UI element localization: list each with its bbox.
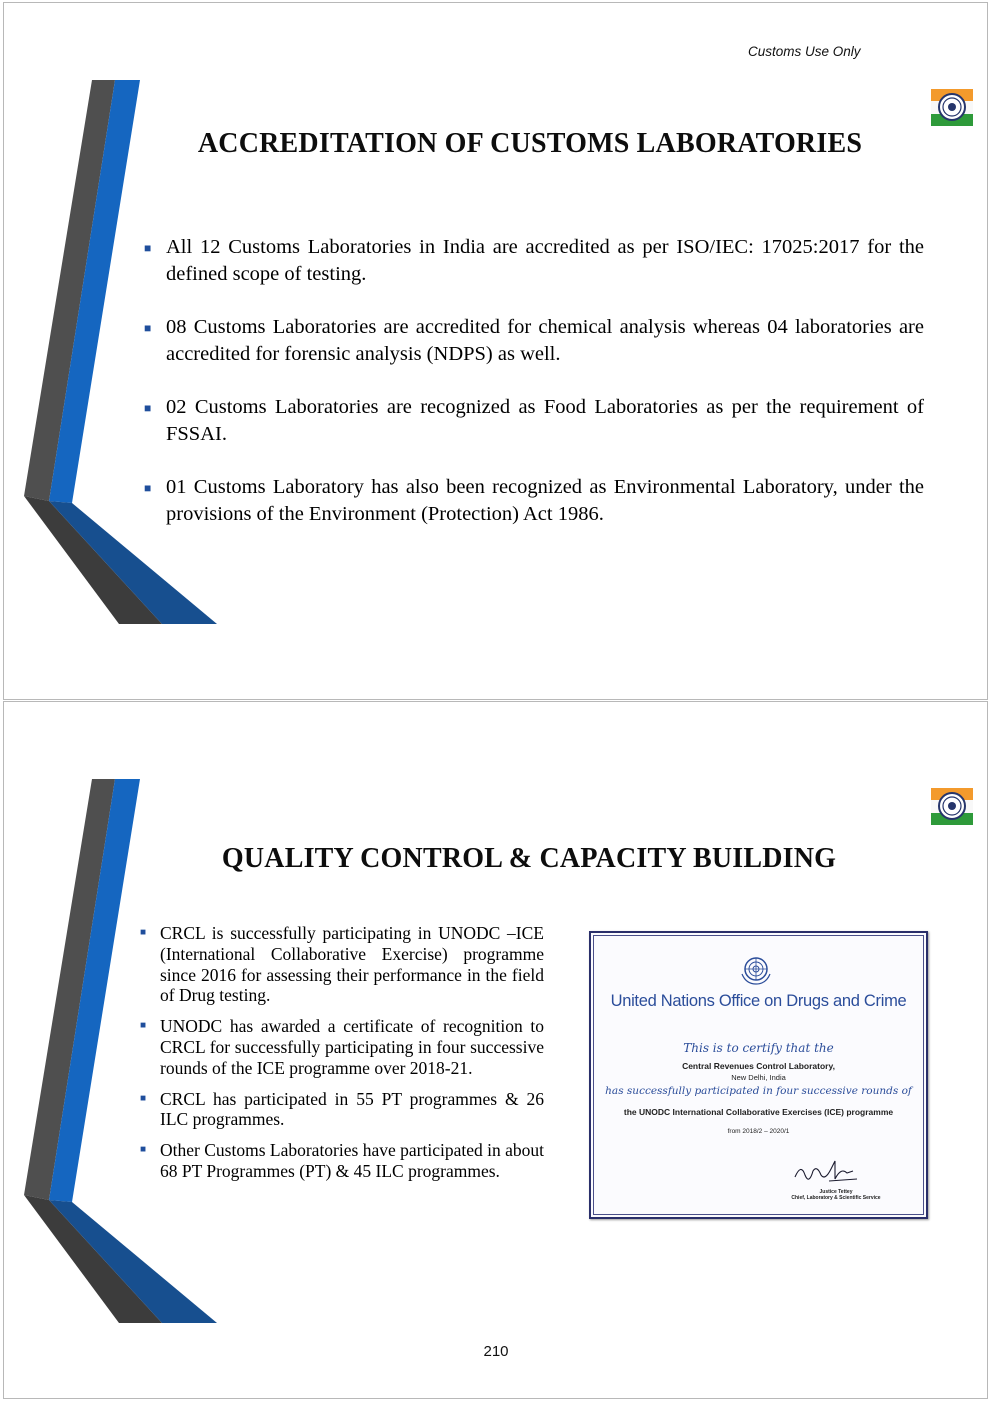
bullet-text: CRCL is successfully participating in UNODC –ICE (International Collaborative Exercise) programme since 2016 for assessing their performance in the field of Drug testing. [160,923,544,1006]
bullet-square-icon: ■ [144,481,152,495]
bullet-text: All 12 Customs Laboratories in India are accredited as per ISO/IEC: 17025:2017 for the defined scope of testing. [166,236,924,285]
list-item [144,474,924,527]
list-item [144,314,924,367]
customs-use-only-label: Customs Use Only [748,44,861,59]
accreditation-bullet-list [144,234,924,554]
un-emblem-icon [738,954,774,987]
list-item [140,1088,544,1131]
signatory-name: Justice Tettey [819,1189,853,1195]
bullet-square-icon: ■ [140,1020,147,1032]
bullet-square-icon: ■ [144,241,152,255]
bullet-text: 08 Customs Laboratories are accredited for chemical analysis whereas 04 laboratories are accredited for forensic analysis (NDPS) as well. [166,316,924,365]
unodc-certificate-image [589,931,928,1219]
certificate-organization: United Nations Office on Drugs and Crime [610,992,907,1010]
certificate-recipient-city: New Delhi, India [731,1073,786,1082]
slide-accreditation [3,2,988,700]
list-item [144,234,924,287]
page-number: 210 [483,1343,509,1360]
bullet-square-icon: ■ [144,321,152,335]
bullet-square-icon: ■ [140,1144,147,1156]
certificate-participation-line: has successfully participated in four successive rounds of [605,1085,912,1097]
india-customs-emblem-icon [929,86,975,130]
certificate-period: from 2018/2 – 2020/1 [727,1128,790,1135]
bullet-text: UNODC has awarded a certificate of recognition to CRCL for successfully participating in four successive rounds of the ICE programme over 2018-21. [160,1016,544,1078]
certificate-certify-line: This is to certify that the [683,1041,834,1055]
signature-icon [791,1159,861,1185]
bullet-text: Other Customs Laboratories have participated in about 68 PT Programmes (PT) & 45 ILC programmes. [160,1140,544,1181]
india-customs-emblem-icon [929,785,975,829]
list-item [140,1140,544,1182]
bullet-square-icon: ■ [140,1092,147,1104]
bullet-text: 02 Customs Laboratories are recognized as Food Laboratories as per the requirement of FSSAI. [166,396,924,445]
certificate-recipient: Central Revenues Control Laboratory, [682,1061,835,1071]
bullet-square-icon: ■ [140,927,147,938]
list-item [144,394,924,447]
signatory-title: Chief, Laboratory & Scientific Service [791,1195,881,1201]
bullet-text: CRCL has participated in 55 PT programmes & 26 ILC programmes. [160,1088,544,1130]
bullet-text: 01 Customs Laboratory has also been recognized as Environmental Laboratory, under the provisions of the Environment (Protection) Act 1986. [166,476,924,525]
slide-title: QUALITY CONTROL & CAPACITY BUILDING [221,843,837,874]
quality-bullet-list [140,923,544,1192]
bullet-square-icon: ■ [144,401,152,415]
certificate-programme: the UNODC International Collaborative Exercises (ICE) programme [623,1107,894,1117]
slide-quality-control [3,701,988,1399]
slide-title: ACCREDITATION OF CUSTOMS LABORATORIES [197,128,863,159]
list-item [140,1016,544,1078]
list-item [140,923,544,1006]
